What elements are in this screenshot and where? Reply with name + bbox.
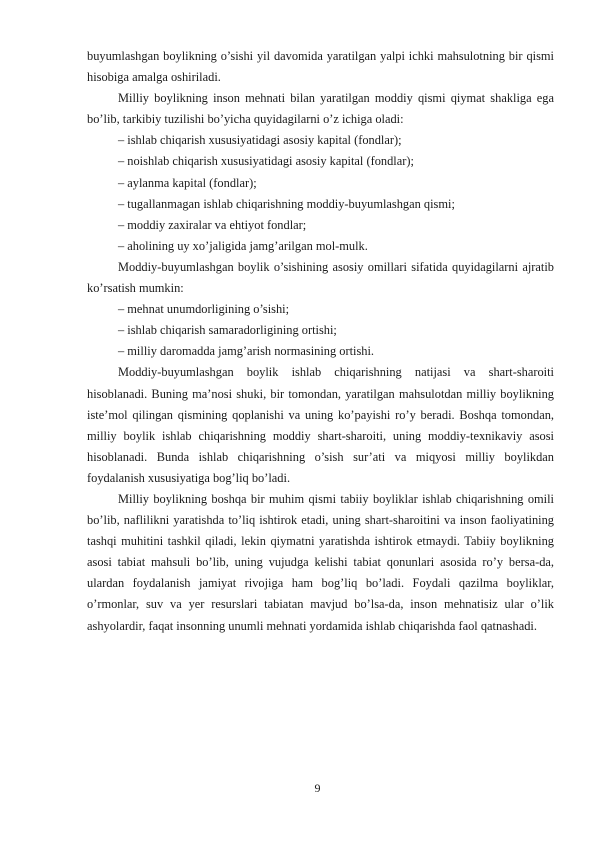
page-number: 9 bbox=[314, 781, 321, 795]
list-item: – mehnat unumdorligining o’sishi; bbox=[118, 302, 290, 317]
body-text bbox=[87, 46, 554, 637]
list-item: – noishlab chiqarish xususiyatidagi asosiy kapital (fondlar); bbox=[118, 154, 414, 169]
list-item: – moddiy zaxiralar va ehtiyot fondlar; bbox=[118, 217, 307, 232]
list-item: – milliy daromadda jamg’arish normasining ortishi. bbox=[118, 344, 375, 359]
paragraph: Moddiy-buyumlashgan boylik o’sishining asosiy omillari sifatida quyidagilarni ajratib ko’rsatish mumkin: bbox=[87, 259, 554, 296]
list-item: – aholining uy xo’jaligida jamg’arilgan mol-mulk. bbox=[118, 238, 368, 253]
paragraph: Milliy boylikning boshqa bir muhim qismi tabiiy boyliklar ishlab chiqarishning omili bo’lib, naflilikni yaratishda to’liq ishtirok etadi, uning shart-sharoitini va inson faoliyatining tashqi muhitini tashkil qiladi, lekin qiymatni yaratishda ishtirok etmaydi. Tabiiy boylikning asosi tabiat mahsuli bo’lib, uning vujudga kelishi tabiat qonunlari asosida ro’y bersa-da, ulardan foydalanish jamiyat rivojiga ham bog’liq bo’ladi. Foydali qazilma boyliklar, o’rmonlar, suv va yer resurslari tabiatan mavjud bo’lsa-da, inson mehnatisiz ular o’lik ashyolardir, faqat insonning unumli mehnati yordamida ishlab chiqarishda faol qatnashadi. bbox=[87, 491, 554, 633]
list-item: – tugallanmagan ishlab chiqarishning moddiy-buyumlashgan qismi; bbox=[118, 196, 455, 211]
paragraph: Moddiy-buyumlashgan boylik ishlab chiqarishning natijasi va shart-sharoiti hisoblanadi. Buning ma’nosi shuki, bir tomondan, yaratilgan mahsulotdan milliy boylikning iste’mol qilingan qismining qoplanishi va uning ko’payishi ro’y beradi. Boshqa tomondan, milliy boylik ishlab chiqarishning moddiy shart-sharoiti, uning moddiy-texnikaviy asosi hisoblanadi. Bunda ishlab chiqarishning o’sish sur’ati va miqyosi milliy boylikdan foydalanish xususiyatiga bog’liq bo’ladi. bbox=[87, 365, 554, 485]
paragraph-continuation: buyumlashgan boylikning o’sishi yil davomida yaratilgan yalpi ichki mahsulotning bir qismi hisobiga amalga oshiriladi. bbox=[87, 49, 554, 85]
list-item: – ishlab chiqarish samaradorligining ortishi; bbox=[118, 323, 337, 338]
paragraph: Milliy boylikning inson mehnati bilan yaratilgan moddiy qismi qiymat shakliga ega bo’lib, tarkibiy tuzilishi bo’yicha quyidagilarni o’z ichiga oladi: bbox=[87, 91, 554, 127]
list-item: – ishlab chiqarish xususiyatidagi asosiy kapital (fondlar); bbox=[118, 133, 402, 148]
list-item: – aylanma kapital (fondlar); bbox=[118, 175, 257, 190]
